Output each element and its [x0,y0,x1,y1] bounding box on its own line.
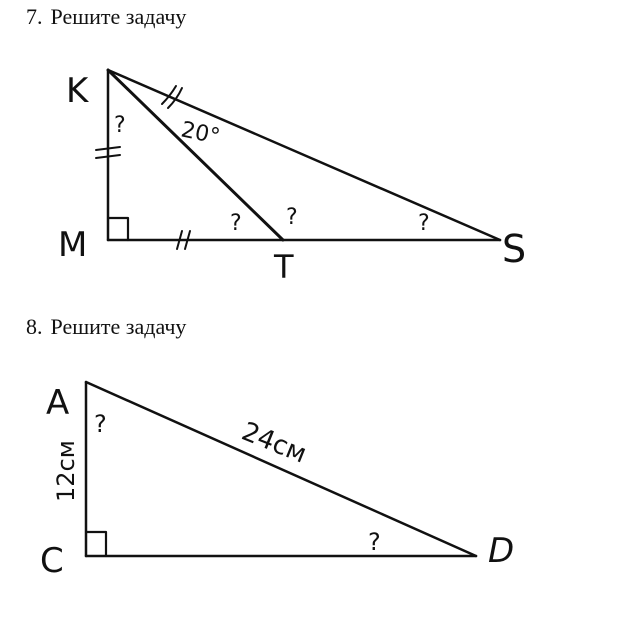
vertex-label-T: T [274,248,294,286]
side-AD [86,382,476,556]
task-8-number: 8. [26,314,43,339]
task-8-title-text: Решите задачу [50,314,187,339]
vertex-label-A: A [46,383,70,423]
side-label-AC: 12см [52,440,80,502]
vertex-label-S: S [502,227,527,271]
unknown-angle-MKT: ? [114,113,126,138]
right-angle-mark-C [86,532,106,556]
unknown-angle-KTS: ? [286,205,298,230]
vertex-label-D: D [488,531,515,571]
unknown-angle-D: ? [368,528,381,556]
unknown-angle-S: ? [418,211,430,236]
task-7-number: 7. [26,4,43,29]
vertex-label-M: M [58,225,88,265]
angle-label-TKS: 20° [178,117,223,150]
unknown-angle-KTM: ? [230,211,242,236]
vertex-label-C: C [40,541,64,581]
side-label-AD: 24см [237,416,311,470]
vertex-label-K: K [66,71,89,111]
task-7-title-text: Решите задачу [50,4,187,29]
unknown-angle-A: ? [94,410,107,438]
